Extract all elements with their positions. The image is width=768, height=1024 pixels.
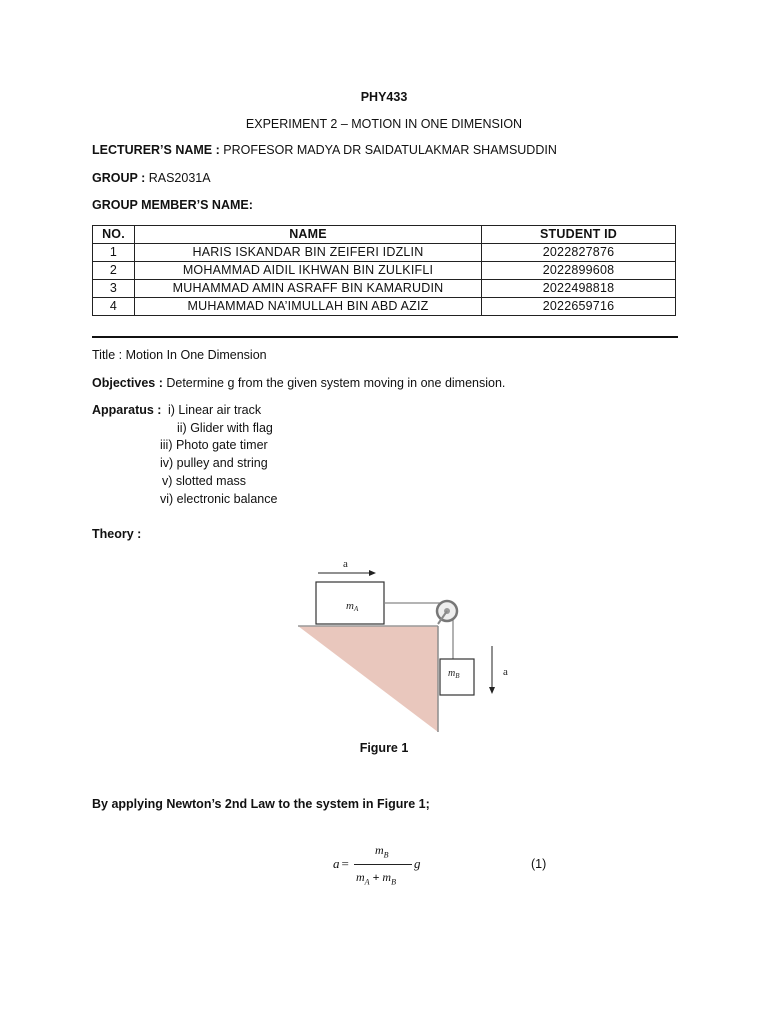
members-label: GROUP MEMBER’S NAME: xyxy=(92,198,253,212)
objectives-value: Determine g from the given system moving in one dimension. xyxy=(166,376,506,390)
table-header-row xyxy=(93,226,676,244)
table-row xyxy=(93,298,676,316)
table-row xyxy=(93,244,676,262)
apparatus-item: ii) Glider with flag xyxy=(177,421,273,435)
member-name: MOHAMMAD AIDIL IKHWAN BIN ZULKIFLI xyxy=(135,262,482,280)
member-id: 2022659716 xyxy=(482,298,676,316)
member-no: 3 xyxy=(93,280,135,298)
fraction-bar xyxy=(354,864,412,865)
table-row xyxy=(93,280,676,298)
member-no: 4 xyxy=(93,298,135,316)
equation-factor: g xyxy=(414,856,421,871)
accel-label-top: a xyxy=(343,558,348,570)
apparatus-label: Apparatus : xyxy=(92,403,162,417)
member-name: MUHAMMAD AMIN ASRAFF BIN KAMARUDIN xyxy=(135,280,482,298)
title-value: Motion In One Dimension xyxy=(125,348,267,362)
equation-number: (1) xyxy=(531,857,547,871)
lecturer-line xyxy=(92,143,557,157)
title-line xyxy=(92,348,267,362)
accel-label-side: a xyxy=(503,666,508,678)
apparatus-item: iv) pulley and string xyxy=(160,456,268,470)
theory-label: Theory : xyxy=(92,527,142,541)
member-name: HARIS ISKANDAR BIN ZEIFERI IDZLIN xyxy=(135,244,482,262)
apparatus-item: v) slotted mass xyxy=(162,474,247,488)
equation-numerator: $m_B$ xyxy=(375,843,389,860)
mass-b-label: $m_B$ xyxy=(448,668,460,680)
arrow-head-icon xyxy=(489,687,495,694)
group-line xyxy=(92,171,211,185)
figure-caption: Figure 1 xyxy=(359,741,409,755)
arrow-head-icon xyxy=(369,570,376,576)
group-label: GROUP : xyxy=(92,171,149,185)
pulley-diagram xyxy=(294,556,524,740)
section-divider xyxy=(92,336,678,338)
apparatus-item: iii) Photo gate timer xyxy=(160,438,268,452)
objectives-label: Objectives : xyxy=(92,376,167,390)
header-student-id: STUDENT ID xyxy=(482,226,676,244)
title-label: Title : xyxy=(92,348,126,362)
equation-denominator: $m_A + m_B$ xyxy=(356,870,396,887)
members-table xyxy=(92,225,676,316)
table-wedge xyxy=(298,626,438,732)
equation-lhs: a = xyxy=(333,856,349,871)
member-name: MUHAMMAD NA’IMULLAH BIN ABD AZIZ xyxy=(135,298,482,316)
newton-text: By applying Newton’s 2nd Law to the system in Figure 1; xyxy=(92,797,430,811)
member-no: 2 xyxy=(93,262,135,280)
header-no: NO. xyxy=(93,226,135,244)
objectives-line xyxy=(92,376,505,390)
mass-a-label: mA xyxy=(346,600,359,613)
group-value: RAS2031A xyxy=(148,171,211,185)
apparatus-item: vi) electronic balance xyxy=(160,492,278,506)
header-name: NAME xyxy=(135,226,482,244)
member-id: 2022899608 xyxy=(482,262,676,280)
experiment-title: EXPERIMENT 2 – MOTION IN ONE DIMENSION xyxy=(245,117,523,131)
member-id: 2022827876 xyxy=(482,244,676,262)
member-id: 2022498818 xyxy=(482,280,676,298)
table-row xyxy=(93,262,676,280)
lecturer-name: PROFESOR MADYA DR SAIDATULAKMAR SHAMSUDDIN xyxy=(223,143,557,157)
member-no: 1 xyxy=(93,244,135,262)
apparatus-item: i) Linear air track xyxy=(168,403,262,417)
course-code: PHY433 xyxy=(360,90,408,104)
lecturer-label: LECTURER’S NAME : xyxy=(92,143,224,157)
